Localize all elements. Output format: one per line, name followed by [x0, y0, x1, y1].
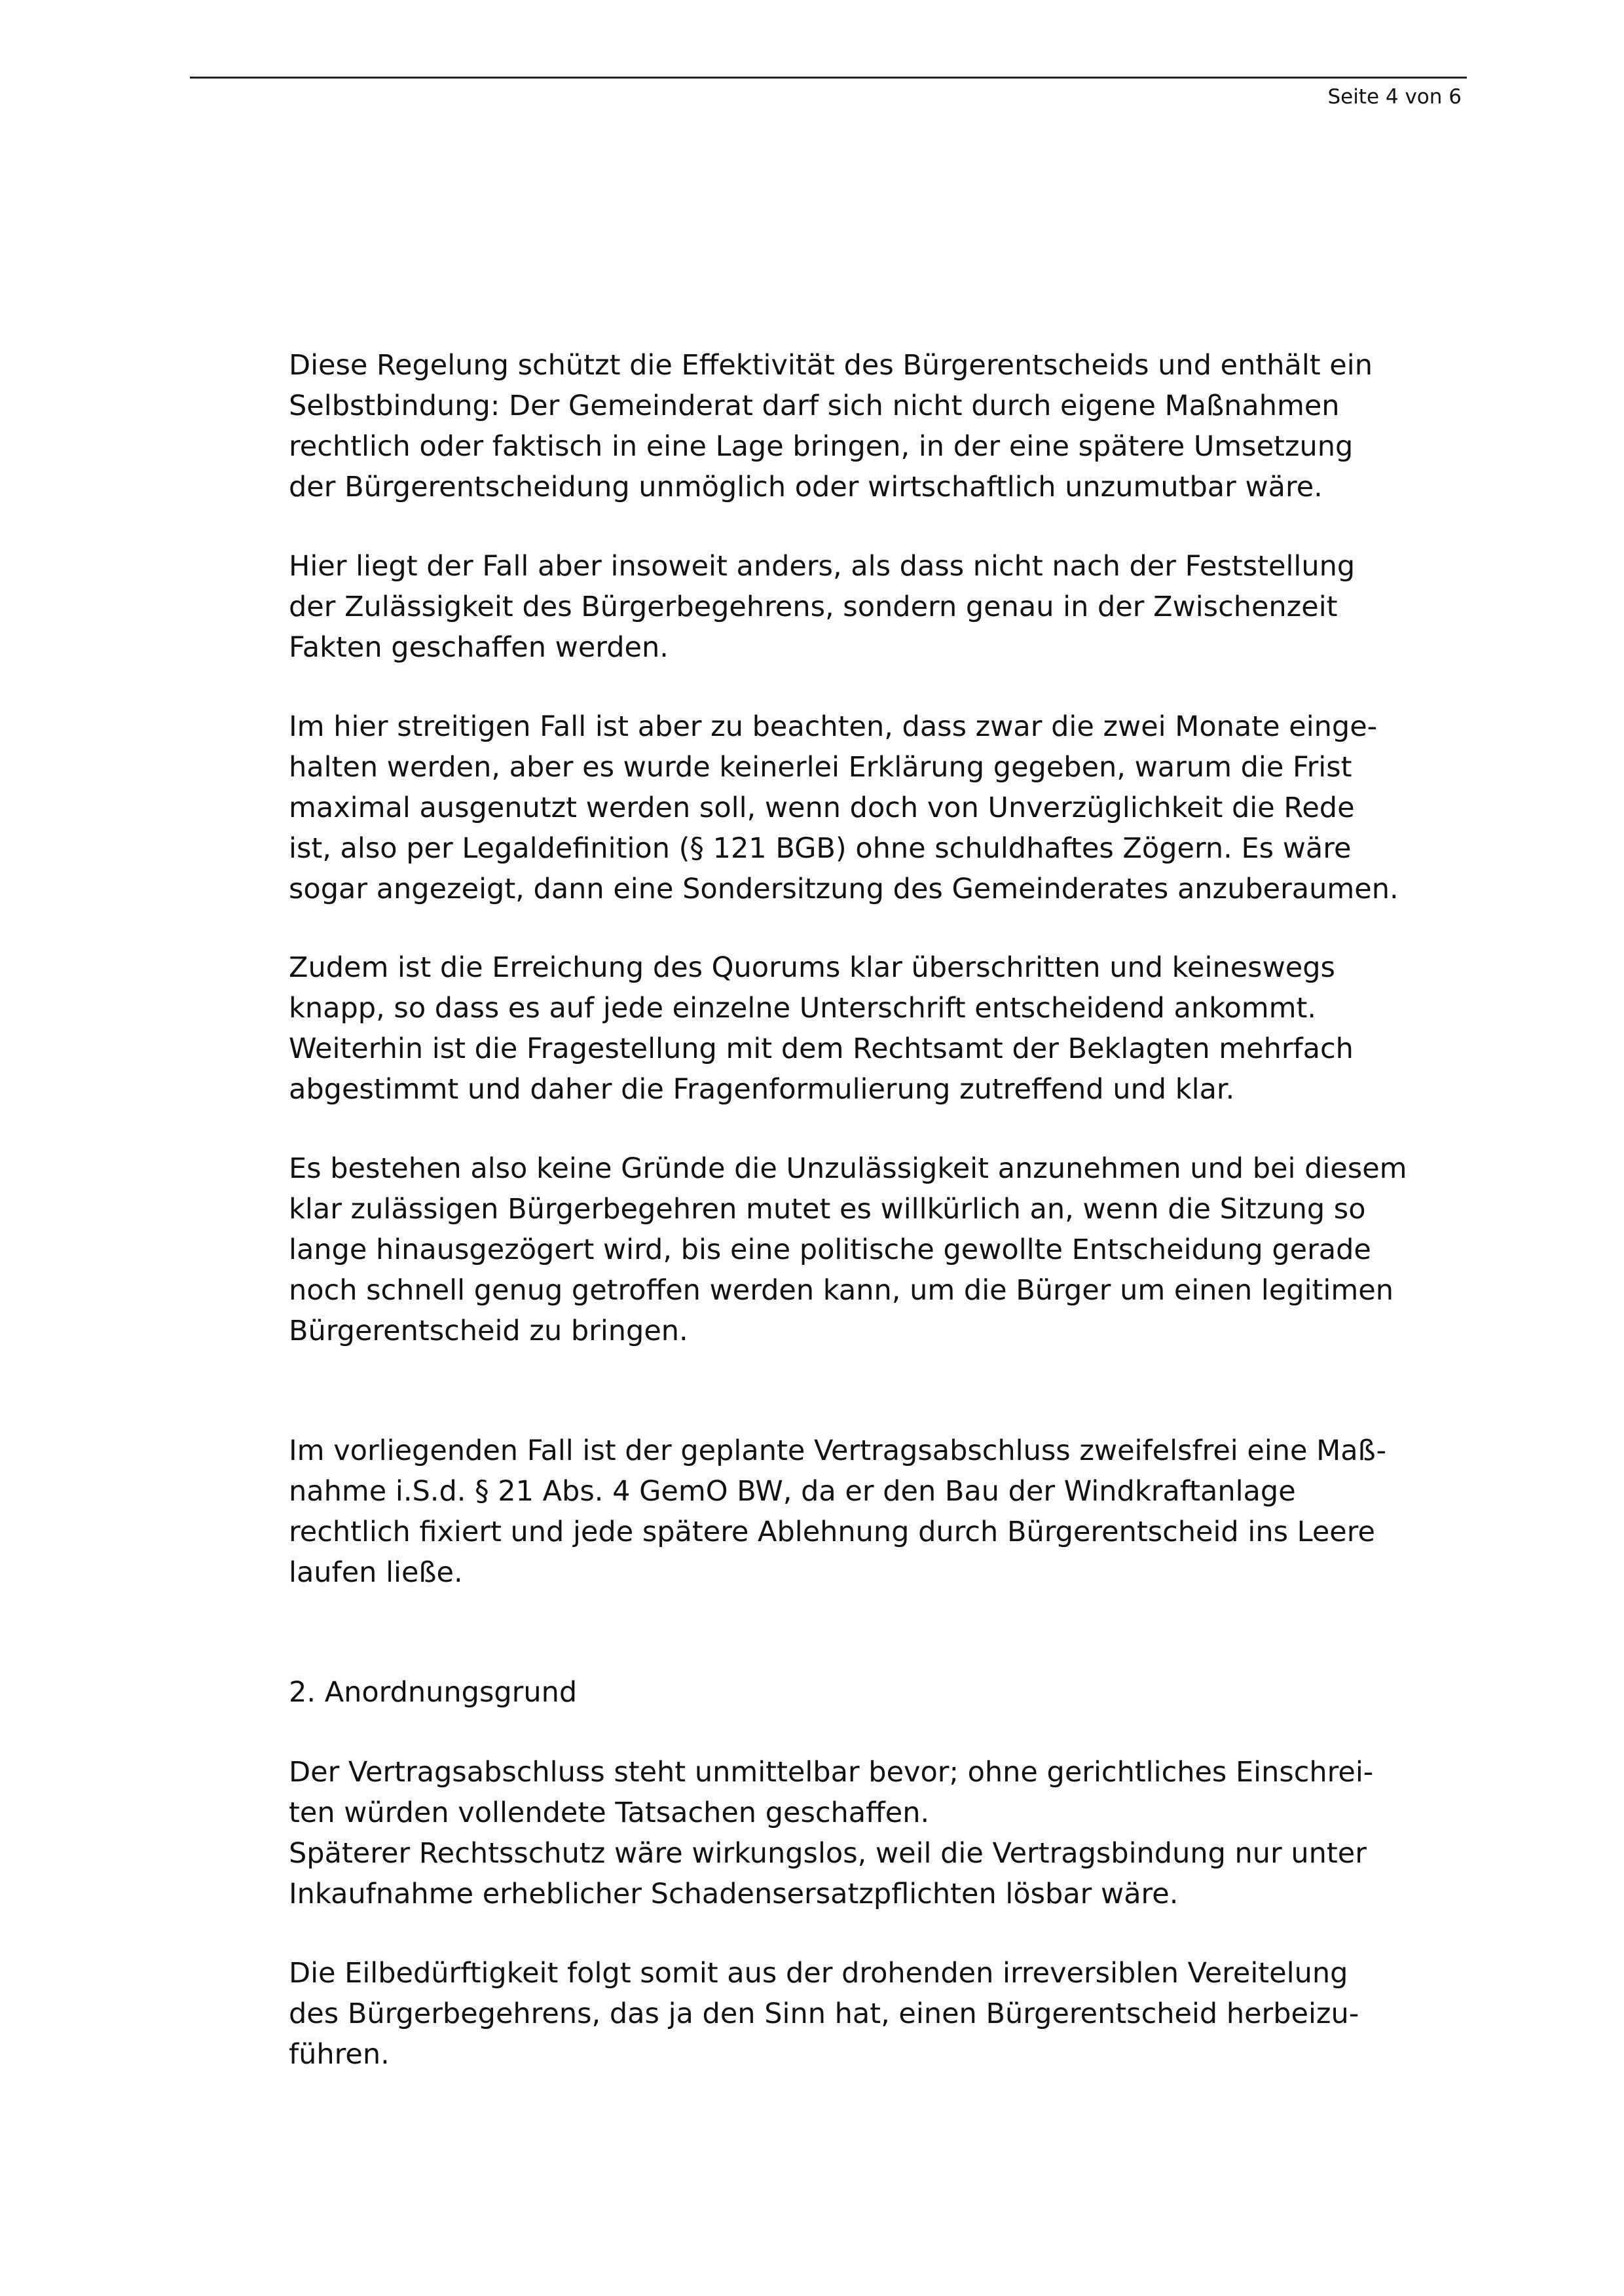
paragraph-1-line-2: Selbstbindung: Der Gemeinderat darf sich nicht durch eigene Maßnahmen	[289, 390, 1340, 422]
paragraph-2-line-2: der Zulässigkeit des Bürgerbegehrens, sondern genau in der Zwischenzeit	[289, 591, 1338, 623]
paragraph-3-line-2: halten werden, aber es wurde keinerlei Erklärung gegeben, warum die Frist	[289, 751, 1352, 784]
paragraph-5-line-1: Es bestehen also keine Gründe die Unzulässigkeit anzunehmen und bei diesem	[289, 1152, 1407, 1185]
paragraph-8-line-4: Inkaufnahme erheblicher Schadensersatzpflichten lösbar wäre.	[289, 1878, 1179, 1910]
paragraph-3-line-4: ist, also per Legaldefinition (§ 121 BGB) ohne schuldhaftes Zögern. Es wäre	[289, 832, 1352, 865]
paragraph-4-line-2: knapp, so dass es auf jede einzelne Unterschrift entscheidend ankommt.	[289, 992, 1317, 1025]
paragraph-9-line-3: führen.	[289, 2038, 390, 2071]
paragraph-5-line-2: klar zulässigen Bürgerbegehren mutet es willkürlich an, wenn die Sitzung so	[289, 1193, 1366, 1226]
paragraph-4-line-1: Zudem ist die Erreichung des Quorums klar überschritten und keineswegs	[289, 951, 1335, 984]
section-heading-anordnungsgrund: 2. Anordnungsgrund	[289, 1676, 578, 1709]
paragraph-6-line-3: rechtlich fixiert und jede spätere Ablehnung durch Bürgerentscheid ins Leere	[289, 1516, 1375, 1548]
paragraph-5-line-3: lange hinausgezögert wird, bis eine politische gewollte Entscheidung gerade	[289, 1233, 1371, 1266]
paragraph-6-line-4: laufen ließe.	[289, 1556, 463, 1589]
paragraph-5-line-4: noch schnell genug getroffen werden kann, um die Bürger um einen legitimen	[289, 1274, 1393, 1307]
paragraph-8-line-1: Der Vertragsabschluss steht unmittelbar bevor; ohne gerichtliches Einschrei-	[289, 1756, 1374, 1789]
paragraph-6-line-1: Im vorliegenden Fall ist der geplante Vertragsabschluss zweifelsfrei eine Maß-	[289, 1434, 1387, 1467]
paragraph-9-line-1: Die Eilbedürftigkeit folgt somit aus der drohenden irreversiblen Vereitelung	[289, 1957, 1348, 1990]
paragraph-3-line-3: maximal ausgenutzt werden soll, wenn doch von Unverzüglichkeit die Rede	[289, 792, 1355, 824]
paragraph-1-line-1: Diese Regelung schützt die Effektivität des Bürgerentscheids und enthält ein	[289, 349, 1373, 382]
paragraph-9-line-2: des Bürgerbegehrens, das ja den Sinn hat, einen Bürgerentscheid herbeizu-	[289, 1997, 1359, 2030]
paragraph-5-line-5: Bürgerentscheid zu bringen.	[289, 1315, 688, 1347]
paragraph-1-line-3: rechtlich oder faktisch in eine Lage bringen, in der eine spätere Umsetzung	[289, 430, 1354, 463]
paragraph-8-line-3: Späterer Rechtsschutz wäre wirkungslos, weil die Vertragsbindung nur unter	[289, 1837, 1367, 1870]
header-rule	[190, 77, 1467, 79]
paragraph-4-line-3: Weiterhin ist die Fragestellung mit dem Rechtsamt der Beklagten mehrfach	[289, 1032, 1354, 1065]
paragraph-2-line-1: Hier liegt der Fall aber insoweit anders, als dass nicht nach der Feststellung	[289, 550, 1356, 583]
page-number: Seite 4 von 6	[1327, 85, 1462, 109]
paragraph-3-line-1: Im hier streitigen Fall ist aber zu beachten, dass zwar die zwei Monate einge-	[289, 710, 1378, 743]
paragraph-6-line-2: nahme i.S.d. § 21 Abs. 4 GemO BW, da er den Bau der Windkraftanlage	[289, 1475, 1296, 1508]
paragraph-3-line-5: sogar angezeigt, dann eine Sondersitzung des Gemeinderates anzuberaumen.	[289, 873, 1399, 905]
paragraph-1-line-4: der Bürgerentscheidung unmöglich oder wirtschaftlich unzumutbar wäre.	[289, 471, 1323, 503]
paragraph-4-line-4: abgestimmt und daher die Fragenformulierung zutreffend und klar.	[289, 1073, 1235, 1106]
paragraph-2-line-3: Fakten geschaffen werden.	[289, 631, 669, 664]
paragraph-8-line-2: ten würden vollendete Tatsachen geschaffen.	[289, 1796, 930, 1829]
